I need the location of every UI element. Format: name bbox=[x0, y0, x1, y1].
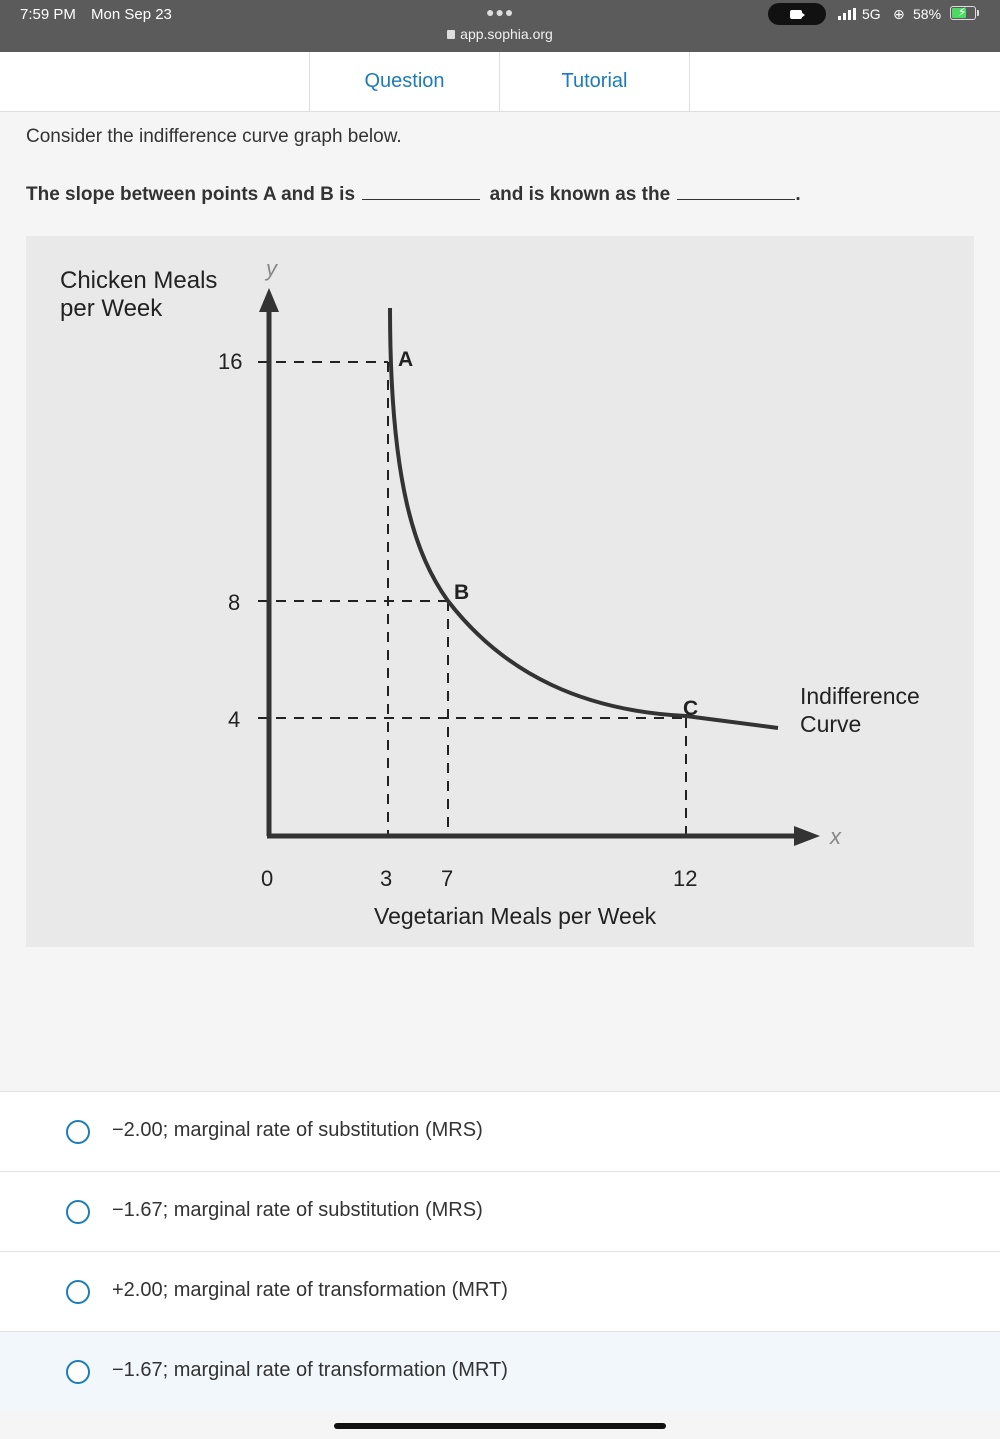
signal-icon bbox=[838, 8, 860, 20]
x-tick-7: 7 bbox=[441, 866, 454, 891]
y-tick-4: 4 bbox=[228, 707, 241, 732]
x-tick-12: 12 bbox=[673, 866, 698, 891]
prompt-part2: and is known as the bbox=[489, 184, 671, 205]
x-axis-arrow-icon bbox=[794, 826, 820, 846]
more-dots-icon[interactable]: ●●● bbox=[486, 4, 515, 20]
point-b-label: B bbox=[454, 581, 470, 604]
answer-option-4[interactable] bbox=[0, 1331, 1000, 1411]
curve-label-line1: Indifference bbox=[800, 683, 920, 709]
url-text: app.sophia.org bbox=[460, 26, 553, 42]
radio-button[interactable] bbox=[66, 1200, 90, 1224]
status-date: Mon Sep 23 bbox=[91, 6, 172, 23]
network-type: 5G bbox=[862, 6, 881, 22]
radio-button[interactable] bbox=[66, 1360, 90, 1384]
status-time: 7:59 PM bbox=[20, 6, 76, 23]
x-axis-label: Vegetarian Meals per Week bbox=[374, 903, 657, 929]
y-axis-label-line2: per Week bbox=[60, 295, 163, 322]
x-tick-3: 3 bbox=[380, 866, 393, 891]
answer-label: −1.67; marginal rate of substitution (MRS) bbox=[112, 1199, 483, 1221]
answer-label: −2.00; marginal rate of substitution (MRS) bbox=[112, 1119, 483, 1141]
radio-button[interactable] bbox=[66, 1120, 90, 1144]
blank-2 bbox=[677, 182, 795, 200]
status-bar bbox=[0, 0, 1000, 52]
origin-label: 0 bbox=[261, 866, 274, 891]
point-c-label: C bbox=[683, 697, 699, 720]
y-axis-symbol: y bbox=[266, 256, 277, 281]
tab-tutorial[interactable]: Tutorial bbox=[499, 52, 690, 111]
tab-bar bbox=[0, 52, 1000, 112]
curve-label-line2: Curve bbox=[800, 711, 862, 737]
answer-label: +2.00; marginal rate of transformation (MRT) bbox=[112, 1279, 508, 1301]
answer-option-3[interactable] bbox=[0, 1251, 1000, 1331]
y-axis-label-line1: Chicken Meals bbox=[60, 267, 218, 294]
y-axis-arrow-icon bbox=[259, 288, 279, 312]
question-prompt bbox=[26, 182, 801, 206]
graph-svg bbox=[26, 236, 974, 947]
tab-question[interactable]: Question bbox=[309, 52, 500, 111]
blank-1 bbox=[362, 182, 480, 200]
prompt-end: . bbox=[795, 184, 801, 205]
address-bar[interactable] bbox=[0, 26, 1000, 42]
answer-label: −1.67; marginal rate of transformation (MRT) bbox=[112, 1359, 508, 1381]
y-tick-8: 8 bbox=[228, 590, 241, 615]
home-indicator[interactable] bbox=[334, 1423, 666, 1429]
x-axis-symbol: x bbox=[830, 824, 841, 849]
prompt-part1: The slope between points A and B is bbox=[26, 184, 356, 205]
question-intro: Consider the indifference curve graph below. bbox=[26, 126, 402, 147]
answer-option-2[interactable] bbox=[0, 1171, 1000, 1251]
y-tick-16: 16 bbox=[218, 349, 243, 374]
battery-charging-icon: ⚡ bbox=[950, 6, 976, 20]
answer-option-1[interactable] bbox=[0, 1091, 1000, 1171]
indifference-curve-graph bbox=[26, 236, 974, 947]
orientation-lock-icon: ⊕ bbox=[893, 6, 905, 22]
battery-percent: 58% bbox=[913, 6, 942, 22]
point-a-label: A bbox=[398, 348, 414, 371]
lock-icon bbox=[447, 30, 455, 39]
radio-button[interactable] bbox=[66, 1280, 90, 1304]
camera-icon bbox=[768, 3, 826, 25]
